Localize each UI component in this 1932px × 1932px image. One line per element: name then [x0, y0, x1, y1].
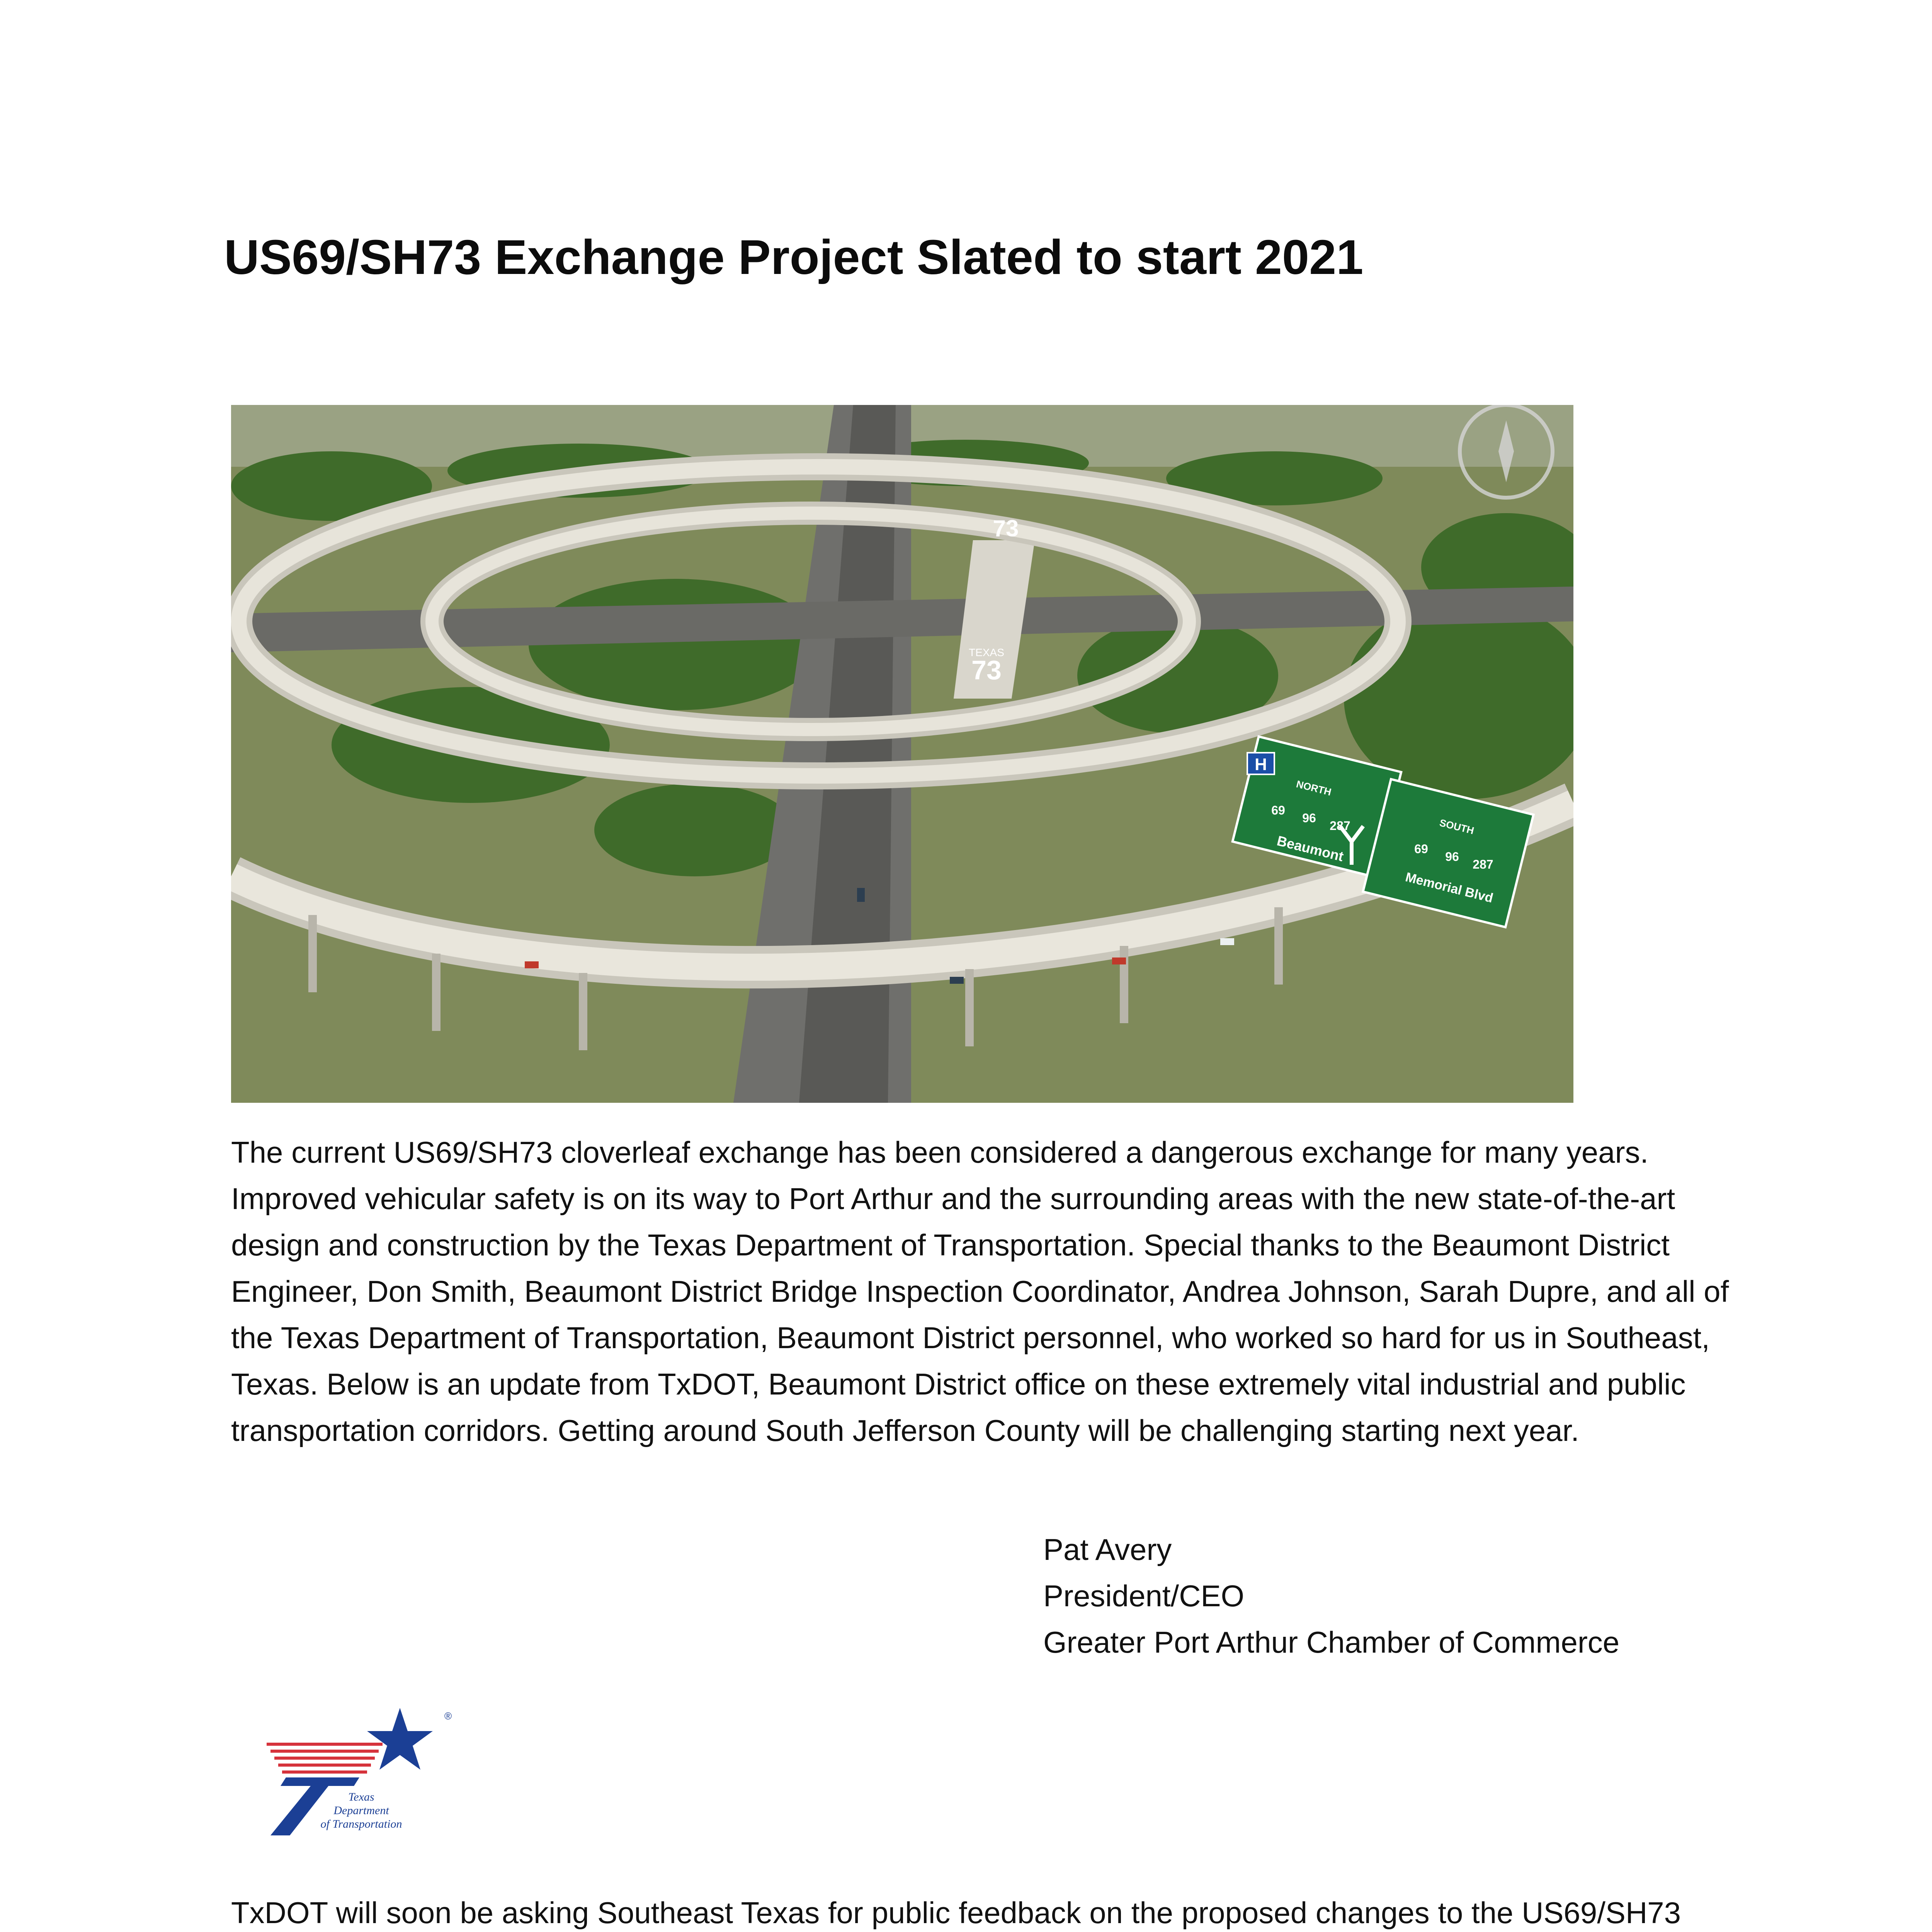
logo-speed-stripes	[267, 1743, 383, 1774]
sign-left-route-3: 287	[1330, 819, 1350, 833]
sign-right-route-3: 287	[1473, 857, 1493, 871]
signature-organization: Greater Port Arthur Chamber of Commerce	[1043, 1625, 1620, 1659]
sign-right-route-1: 69	[1414, 842, 1428, 856]
hospital-marker: H	[1255, 755, 1267, 774]
signature-block	[1043, 1526, 1619, 1665]
sign-left-destination: Beaumont	[1275, 832, 1345, 865]
logo-star-icon	[367, 1708, 433, 1770]
sign-right-direction: SOUTH	[1438, 816, 1475, 837]
sign-left-route-2: 96	[1302, 811, 1316, 825]
txdot-logo	[263, 1700, 456, 1839]
page-title: US69/SH73 Exchange Project Slated to start 2021	[224, 230, 1364, 284]
feedback-paragraph: TxDOT will soon be asking Southeast Texas for public feedback on the proposed changes to the US69/SH73	[231, 1896, 1681, 1930]
signature-role: President/CEO	[1043, 1579, 1245, 1613]
logo-line-2: Department	[333, 1804, 389, 1817]
interchange-rendering-image	[231, 405, 1573, 1103]
sign-right-destination: Memorial Blvd	[1404, 869, 1495, 906]
road-marking-main: 73	[971, 655, 1002, 685]
road-marking-texas: TEXAS	[969, 646, 1004, 658]
signature-name: Pat Avery	[1043, 1532, 1172, 1566]
intro-paragraph: The current US69/SH73 cloverleaf exchange has been considered a dangerous exchange for many years. Improved vehicular safety is on its way to Port Arthur and the surrounding areas with the new state-of-the-art design and construction by the Texas Department of Transportation. Special thanks to the Beaumont District Engineer, Don Smith, Beaumont District Bridge Inspection Coordinator, Andrea Johnson, Sarah Dupre, and all of the Texas Department of Transportation, Beaumont District personnel, who worked so hard for us in Southeast, Texas. Below is an update from TxDOT, Beaumont District office on these extremely vital industrial and public transportation corridors. Getting around South Jefferson County will be challenging starting next year.	[231, 1135, 1729, 1447]
sign-left-direction: NORTH	[1295, 778, 1333, 798]
logo-line-3: of Transportation	[320, 1818, 402, 1830]
sign-left-route-1: 69	[1271, 803, 1285, 817]
logo-registered-mark: ®	[444, 1710, 452, 1722]
road-marking-top: 73	[993, 515, 1019, 541]
sign-right-route-2: 96	[1445, 850, 1459, 864]
txdot-logo-graphic	[263, 1700, 456, 1839]
logo-line-1: Texas	[348, 1791, 374, 1803]
interchange-rendering	[231, 405, 1573, 1103]
